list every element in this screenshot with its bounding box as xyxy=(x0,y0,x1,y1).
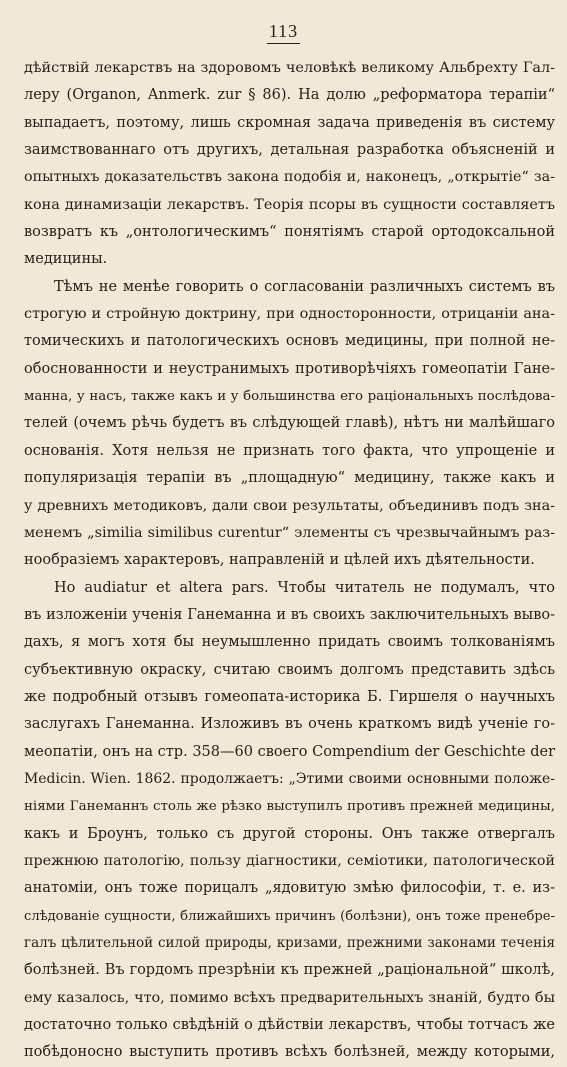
text-line: слѣдованіе сущности, ближайшихъ причинъ (болѣзни), онъ тоже пренебре- xyxy=(24,908,555,924)
text-line: побѣдоносно выступить противъ всѣхъ болѣзней, между которыми, xyxy=(24,1044,555,1061)
text-line: Тѣмъ не менѣе говорить о согласованіи различныхъ системъ въ xyxy=(54,278,555,295)
text-line: телей (очемъ рѣчь будетъ въ слѣдующей главѣ), нѣтъ ни малѣйшаго xyxy=(24,415,555,432)
text-line: строгую и стройную доктрину, при односторонности, отрицаніи ана- xyxy=(24,306,555,323)
text-line: меопатіи, онъ на стр. 358—60 своего Compendium der Geschichte der xyxy=(24,743,555,760)
text-line: обоснованности и неустранимыхъ противорѣчіяхъ гомеопатіи Гане- xyxy=(24,360,555,377)
text-line: основанія. Хотя нельзя не признать того факта, что упрощеніе и xyxy=(24,442,555,459)
text-line: анатоміи, онъ тоже порицалъ „ядовитую змѣю философіи, т. е. из- xyxy=(24,880,555,897)
text-line: медицины. xyxy=(24,251,108,268)
text-line: въ изложеніи ученія Ганеманна и въ своихъ заключительныхъ выво- xyxy=(24,606,555,623)
body-text xyxy=(24,55,555,1067)
text-line: галъ цѣлительной силой природы, кризами, прежними законами теченія xyxy=(24,935,555,951)
text-line: заимствованнаго отъ другихъ, детальная разработка объясненій и xyxy=(24,142,555,159)
text-line: леру (Organon, Anmerk. zur § 86). На долю „реформатора терапіи“ xyxy=(24,87,555,104)
text-line: Но audiatur et altera pars. Чтобы читатель не подумалъ, что xyxy=(54,579,555,596)
text-line: заслугахъ Ганеманна. Изложивъ въ очень краткомъ видѣ ученіе го- xyxy=(24,716,555,733)
text-line: достаточно только свѣдѣній о дѣйствіи лекарствъ, чтобы тотчасъ же xyxy=(24,1017,555,1034)
text-line: манна, у насъ, также какъ и у большинства его раціональныхъ послѣдова- xyxy=(24,389,555,405)
text-line: возвратъ къ „онтологическимъ“ понятіямъ старой ортодоксальной xyxy=(24,224,555,241)
page-number: 113 xyxy=(0,21,567,44)
text-line: у древнихъ методиковъ, дали свои результаты, объединивъ подъ зна- xyxy=(24,497,555,514)
text-line: дахъ, я могъ хотя бы неумышленно придать своимъ толкованіямъ xyxy=(24,634,555,651)
text-line: популяризація терапіи въ „площадную“ медицину, также какъ и xyxy=(24,470,555,487)
text-line: болѣзней. Въ гордомъ презрѣніи къ прежней „раціональной“ школѣ, xyxy=(24,962,555,979)
text-line: дѣйствій лекарствъ на здоровомъ человѣкѣ великому Альбрехту Гал- xyxy=(24,60,555,76)
text-line: субъективную окраску, считаю своимъ долгомъ представить здѣсь xyxy=(24,661,555,678)
text-line: ему казалось, что, помимо всѣхъ предварительныхъ знаній, будто бы xyxy=(24,989,555,1006)
text-line: Medicin. Wien. 1862. продолжаетъ: „Этими своими основными положе- xyxy=(24,770,555,787)
text-line: ніями Ганеманнъ столь же рѣзко выступилъ противъ прежней медицины, xyxy=(24,799,555,815)
text-line: прежнюю патологію, пользу діагностики, семіотики, патологической xyxy=(24,852,555,869)
text-line: же подробный отзывъ гомеопата-историка Б. Гиршеля о научныхъ xyxy=(24,688,555,705)
text-line: менемъ „similia similibus curentur“ элементы съ чрезвычайнымъ раз- xyxy=(24,524,555,541)
text-line: какъ и Броунъ, только съ другой стороны. Онъ также отвергалъ xyxy=(24,825,555,842)
text-line: нообразіемъ характеровъ, направленій и цѣлей ихъ дѣятельности. xyxy=(24,552,535,569)
text-line: опытныхъ доказательствъ закона подобія и, наконецъ, „открытіе“ за- xyxy=(24,169,555,186)
text-line: томическихъ и патологическихъ основъ медицины, при полной не- xyxy=(24,333,555,350)
text-line: кона динамизаціи лекарствъ. Теорія псоры въ сущности составляетъ xyxy=(24,196,555,213)
text-line: выпадаетъ, поэтому, лишь скромная задача приведенія въ систему xyxy=(24,114,555,131)
